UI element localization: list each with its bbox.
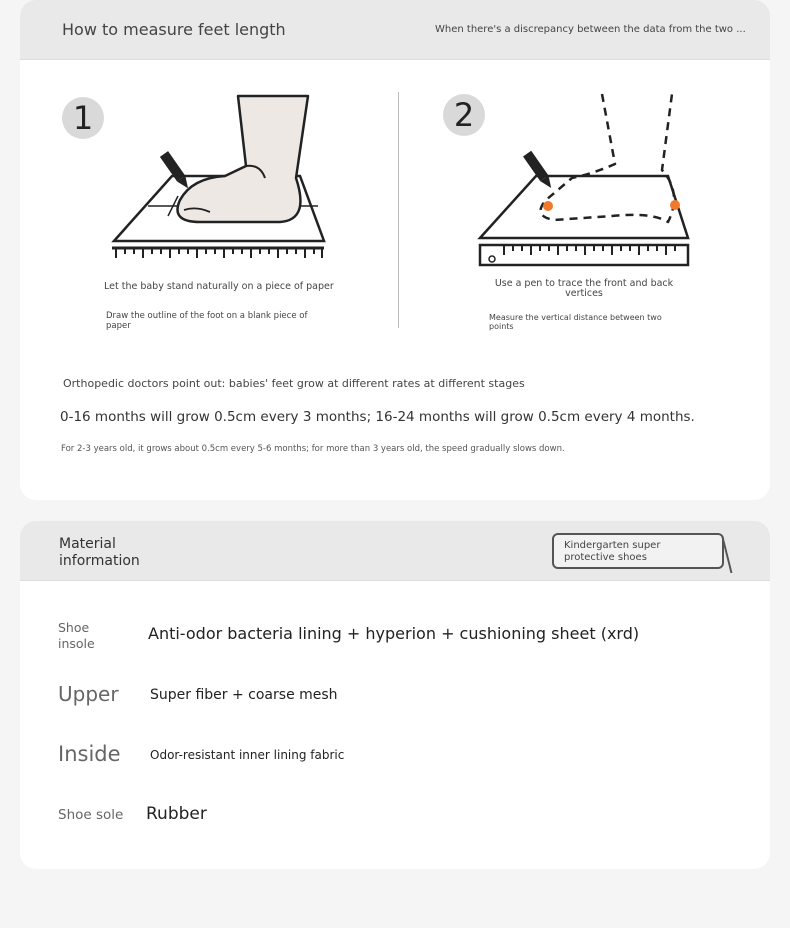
step-2-number: 2 <box>443 94 485 136</box>
steps-divider <box>398 92 399 328</box>
step-1-caption: Let the baby stand naturally on a piece of paper <box>104 281 334 292</box>
measure-title: How to measure feet length <box>62 20 286 39</box>
material-label-sole: Shoe sole <box>58 807 124 823</box>
material-title: Material information <box>59 536 140 569</box>
material-value-upper: Super fiber + coarse mesh <box>150 687 338 703</box>
measure-card <box>20 0 770 500</box>
step-1-subcaption: Draw the outline of the foot on a blank piece of paper <box>106 311 308 331</box>
step-2-caption: Use a pen to trace the front and back vertices <box>494 278 674 299</box>
measure-header <box>20 0 770 60</box>
material-value-sole: Rubber <box>146 804 207 824</box>
material-label-insole: Shoe insole <box>58 620 95 651</box>
step-1-number: 1 <box>62 97 104 139</box>
material-value-inside: Odor-resistant inner lining fabric <box>150 748 345 762</box>
trace-vertices-illustration <box>472 88 712 273</box>
material-label-inside: Inside <box>58 742 121 766</box>
material-header <box>20 521 770 581</box>
product-badge: Kindergarten super protective shoes <box>552 533 724 569</box>
foot-on-paper-illustration <box>100 90 340 265</box>
material-value-insole: Anti-odor bacteria lining + hyperion + cushioning sheet (xrd) <box>148 624 640 643</box>
step-2-subcaption: Measure the vertical distance between two points <box>489 313 662 331</box>
growth-note-small: For 2-3 years old, it grows about 0.5cm every 5-6 months; for more than 3 years old, the speed gradually slows down. <box>61 444 565 454</box>
material-card <box>20 521 770 869</box>
measure-notice: When there's a discrepancy between the data from the two ... <box>435 24 746 35</box>
growth-note-main: 0-16 months will grow 0.5cm every 3 months; 16-24 months will grow 0.5cm every 4 months. <box>60 409 695 425</box>
material-label-upper: Upper <box>58 682 119 706</box>
growth-note-intro: Orthopedic doctors point out: babies' feet grow at different rates at different stages <box>63 377 525 390</box>
